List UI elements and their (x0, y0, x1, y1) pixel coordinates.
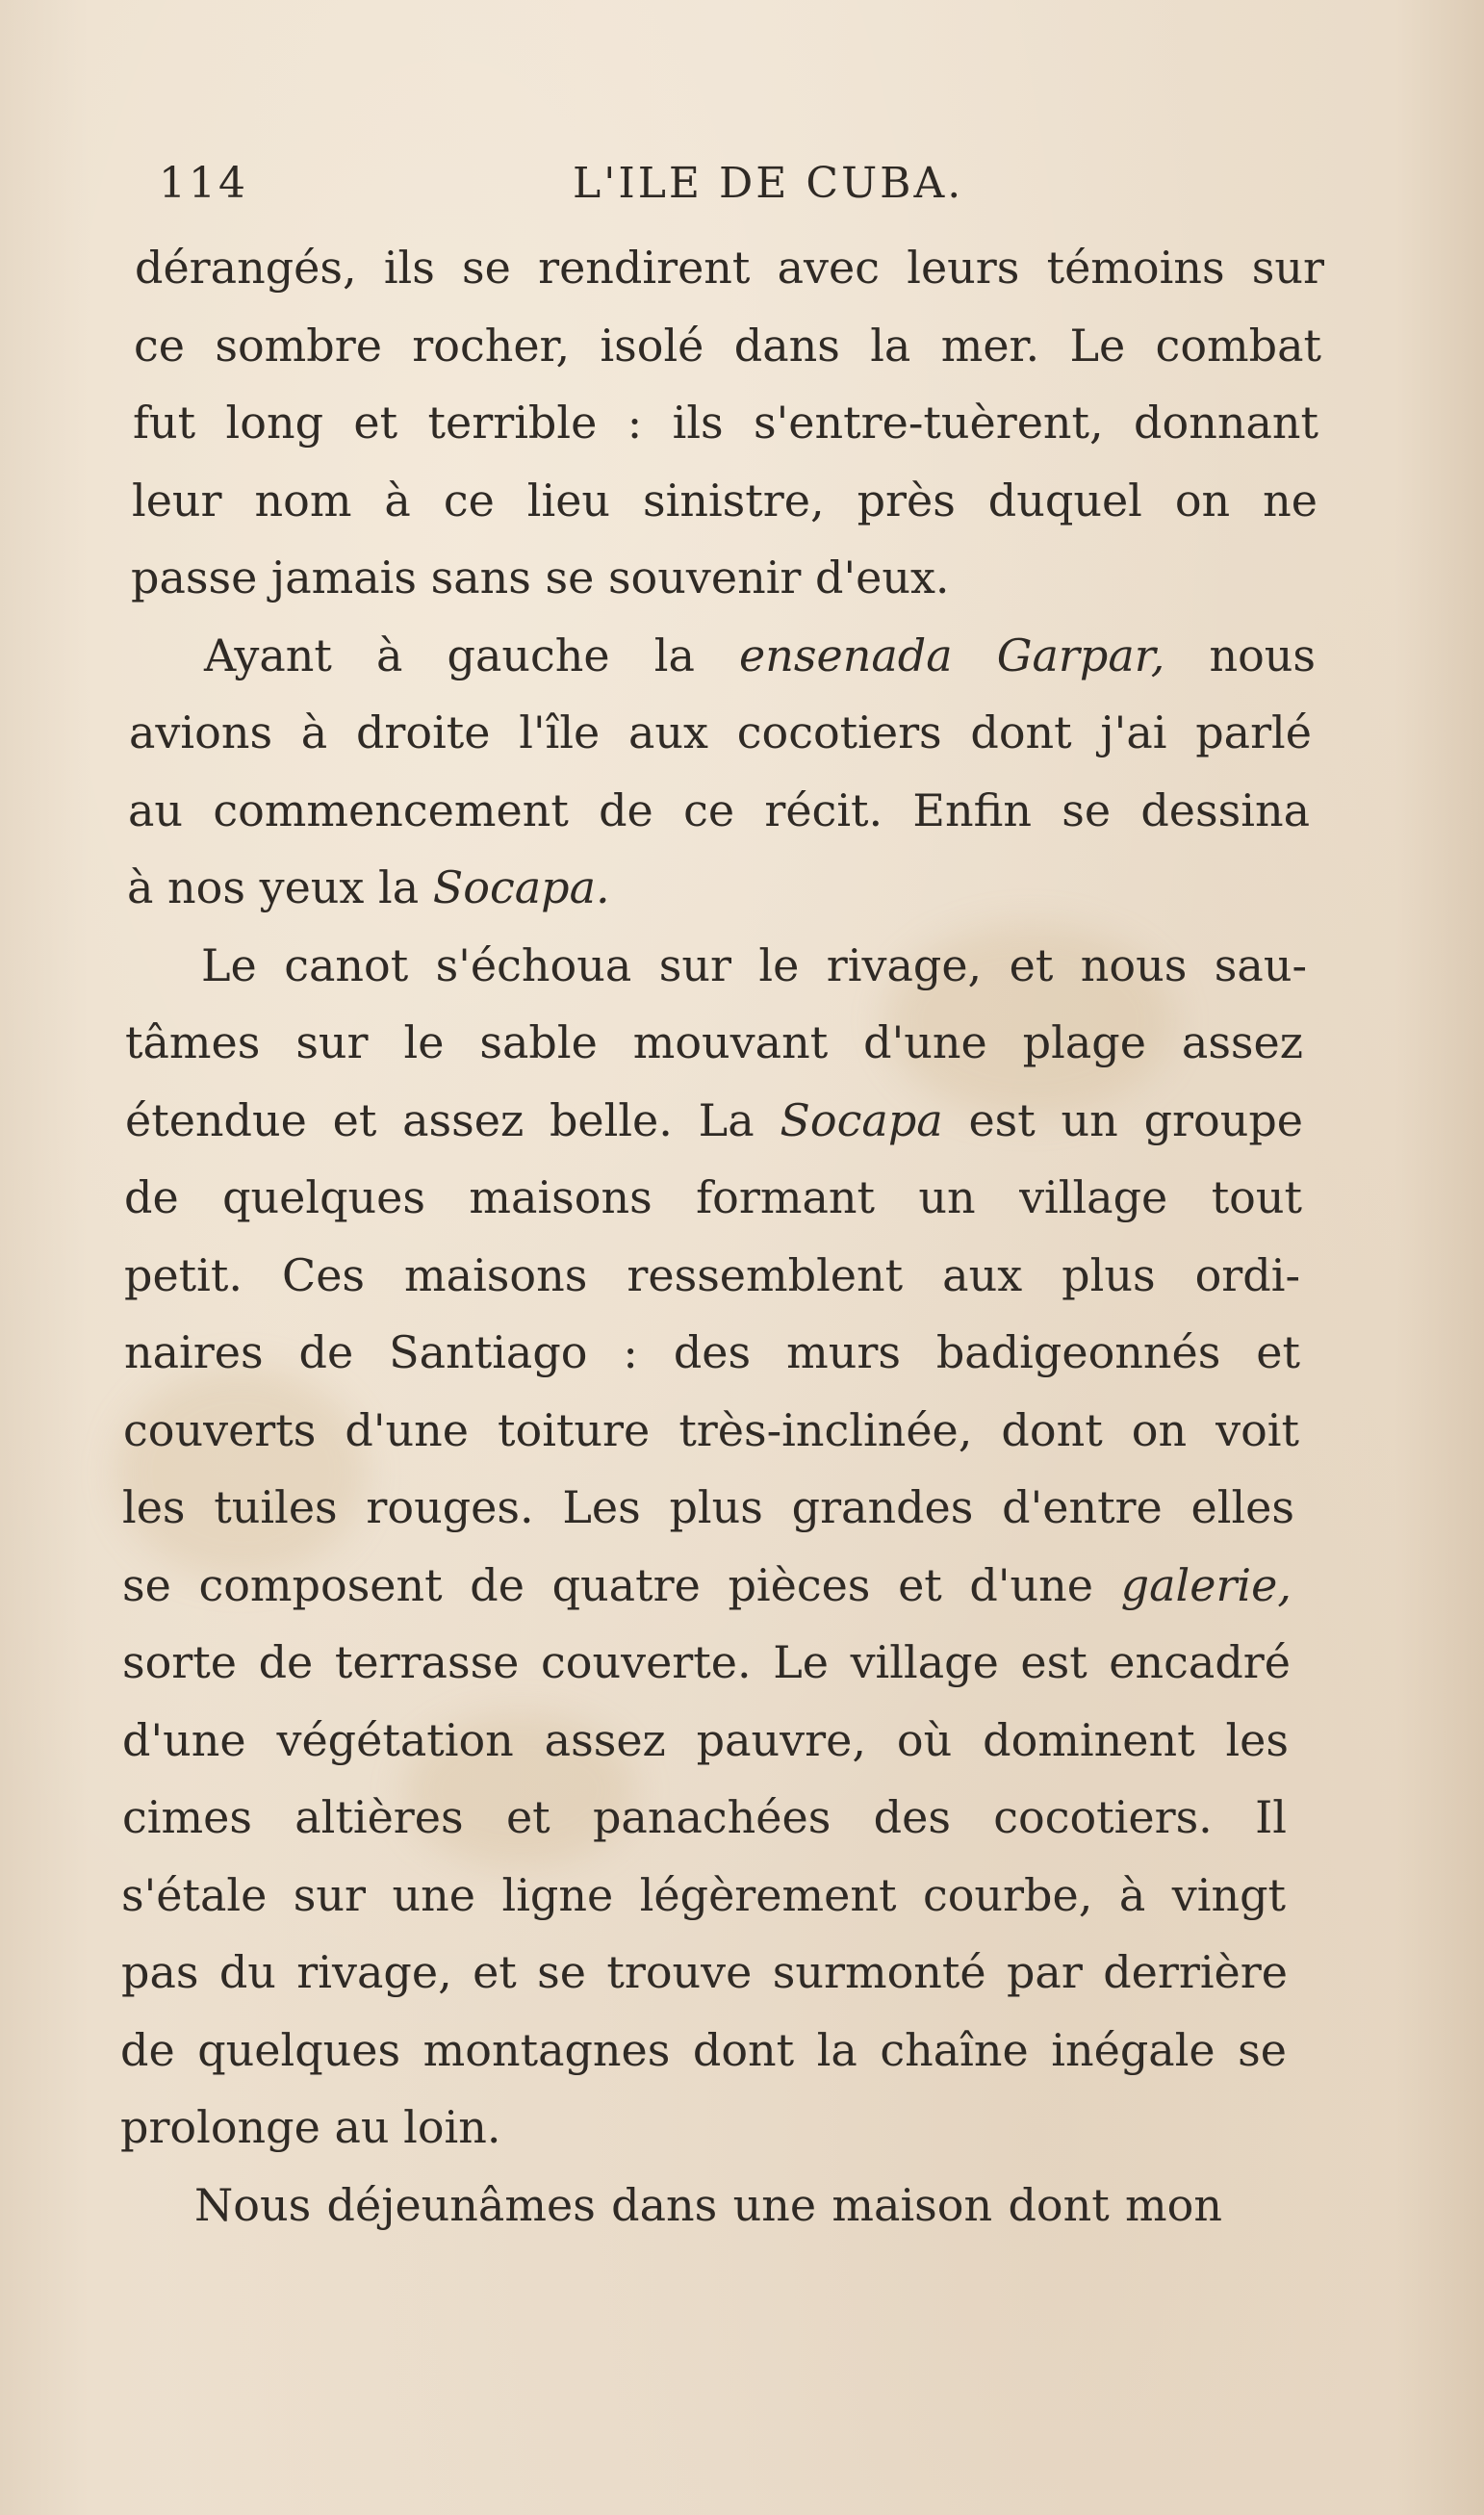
text-segment: étendue et assez belle. La (125, 1093, 780, 1146)
text-line (128, 772, 1310, 850)
text-segment: de quelques maisons formant un village tout (124, 1171, 1302, 1223)
text-line (126, 927, 1307, 1005)
text-segment: sorte de terrasse couverte. Le village est encadré (122, 1636, 1291, 1688)
page-number: 114 (159, 159, 248, 208)
text-line (121, 1857, 1286, 1935)
text-segment: s'étale sur une ligne légèrement courbe, à vingt (121, 1868, 1286, 1921)
text-segment: se composent de quatre pièces et d'une (122, 1558, 1121, 1611)
text-segment: pas du rivage, et se trouve surmonté par derrière (121, 1946, 1288, 1998)
italic-text: galerie, (1120, 1558, 1292, 1611)
text-segment: de quelques montagnes dont la chaîne inégale se (120, 2023, 1287, 2076)
text-segment: d'une végétation assez pauvre, où dominent les (122, 1713, 1289, 1766)
text-line (134, 307, 1321, 385)
text-line (122, 1469, 1294, 1547)
text-segment: naires de Santiago : des murs badigeonnés et (124, 1326, 1300, 1378)
text-segment: avions à droite l'île aux cocotiers dont j'ai parlé (129, 706, 1312, 758)
text-line (120, 2012, 1287, 2090)
text-line (121, 1934, 1288, 2012)
body-text (120, 229, 1328, 2244)
text-line (129, 617, 1316, 695)
text-segment: ce sombre rocher, isolé dans la mer. Le combat (134, 319, 1321, 372)
text-segment: est un groupe (942, 1093, 1303, 1146)
text-line (125, 1004, 1303, 1082)
text-line (135, 229, 1324, 307)
text-line (122, 1702, 1289, 1780)
text-segment: leur nom à ce lieu sinistre, près duquel on ne (132, 474, 1318, 526)
text-segment: Ayant à gauche la (204, 629, 740, 681)
text-segment: petit. Ces maisons ressemblent aux plus ordi- (124, 1248, 1300, 1301)
text-segment: tâmes sur le sable mouvant d'une plage assez (125, 1016, 1303, 1068)
text-segment: passe jamais sans se souvenir d'eux. (131, 552, 950, 603)
text-segment: à nos yeux la (127, 861, 433, 913)
text-segment: les tuiles rouges. Les plus grandes d'entre elles (122, 1481, 1294, 1533)
page-header (159, 159, 1333, 217)
text-line (125, 1082, 1303, 1160)
text-line (127, 849, 1328, 927)
text-line (133, 384, 1318, 462)
text-line (124, 1159, 1302, 1237)
text-line (129, 694, 1312, 772)
text-line (122, 1624, 1291, 1702)
running-title: L'ILE DE CUBA. (573, 159, 964, 208)
text-segment: Nous déjeunâmes dans une maison dont mon (194, 2178, 1222, 2231)
text-segment: couverts d'une toiture très-inclinée, dont on voit (123, 1403, 1299, 1456)
text-segment: dérangés, ils se rendirent avec leurs témoins sur (135, 242, 1324, 294)
text-line (131, 539, 1328, 617)
italic-text: Socapa. (432, 861, 610, 913)
text-line (122, 1547, 1292, 1625)
text-segment: prolonge au loin. (120, 2101, 501, 2153)
text-line (119, 2167, 1222, 2245)
text-segment: cimes altières et panachées des cocotiers. Il (122, 1791, 1287, 1843)
text-segment: Le canot s'échoua sur le rivage, et nous sau- (201, 938, 1307, 991)
text-segment: nous (1164, 629, 1316, 681)
text-line (123, 1392, 1299, 1470)
text-line (122, 1779, 1287, 1857)
text-line (124, 1314, 1300, 1392)
text-line (132, 462, 1318, 540)
text-line (120, 2089, 1328, 2167)
text-segment: au commencement de ce récit. Enfin se dessina (128, 783, 1310, 836)
text-segment: fut long et terrible : ils s'entre-tuèrent, donnant (133, 397, 1318, 449)
italic-text: Socapa (780, 1093, 943, 1146)
text-line (124, 1237, 1300, 1315)
italic-text: ensenada Garpar, (739, 629, 1165, 681)
